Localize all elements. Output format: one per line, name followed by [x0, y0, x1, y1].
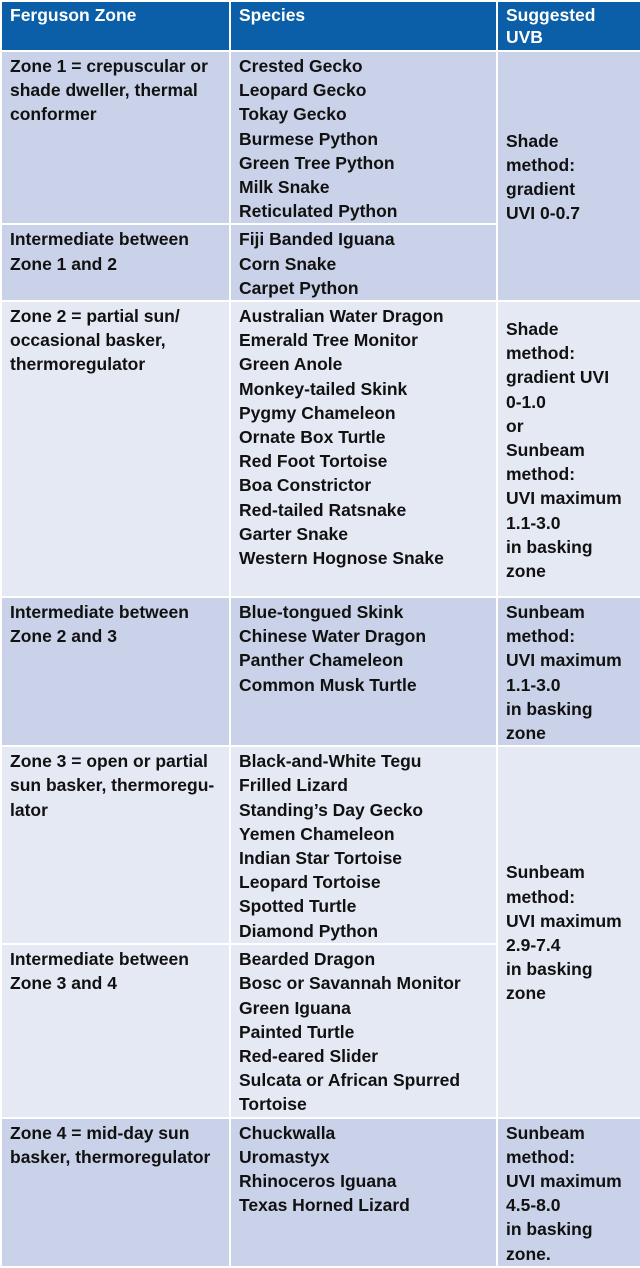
species-item: Green Anole [239, 354, 343, 375]
species-item: Diamond Python [239, 920, 379, 941]
species-item: Emerald Tree Monitor [239, 330, 418, 351]
zone-line: Intermediate between [10, 229, 189, 250]
species-item: Rhinoceros Iguana [239, 1171, 397, 1192]
uvb-line: in basking [506, 698, 593, 719]
species-item: Leopard Tortoise [239, 872, 381, 893]
uvb-line: Sunbeam [506, 862, 585, 883]
zone-cell [1, 301, 230, 597]
species-item: Panther Chameleon [239, 650, 404, 671]
uvb-line: method: [506, 1146, 576, 1167]
uvb-line: zone [506, 560, 546, 581]
species-item: Black-and-White Tegu [239, 751, 422, 772]
zone-line: occasional basker, [10, 330, 166, 351]
uvb-line: gradient UVI [506, 367, 610, 388]
zone-line: shade dweller, thermal [10, 80, 198, 101]
zone-line: basker, thermoregulator [10, 1146, 211, 1167]
zone-line: Intermediate between [10, 602, 189, 623]
zone-line: Zone 4 = mid-day sun [10, 1122, 190, 1143]
zone-line: lator [10, 799, 48, 820]
species-item: Bearded Dragon [239, 949, 376, 970]
uvb-line: Sunbeam [506, 439, 585, 460]
header-ferguson-zone: Ferguson Zone [1, 1, 230, 51]
uvb-line: zone [506, 723, 546, 744]
species-cell [230, 746, 497, 944]
header-uvb-line: Suggested [506, 5, 596, 25]
zone-line: sun basker, thermoregu- [10, 775, 215, 796]
uvb-line: in basking [506, 536, 593, 557]
zone-line: Zone 2 and 3 [10, 626, 117, 647]
uvb-line: UVI maximum [506, 650, 622, 671]
species-item: Red Foot Tortoise [239, 451, 388, 472]
header-row [1, 1, 640, 51]
uvb-line: or [506, 415, 524, 436]
species-item: Common Musk Turtle [239, 674, 417, 695]
uvb-line: in basking [506, 959, 593, 980]
species-item: Spotted Turtle [239, 896, 357, 917]
table-row [1, 1118, 640, 1267]
uvb-line: 4.5-8.0 [506, 1195, 561, 1216]
species-item: Blue-tongued Skink [239, 602, 404, 623]
species-item: Chuckwalla [239, 1122, 336, 1143]
species-cell [230, 51, 497, 224]
zone-cell [1, 51, 230, 224]
uvb-line: method: [506, 343, 576, 364]
species-item: Red-tailed Ratsnake [239, 499, 407, 520]
uvb-line: 1.1-3.0 [506, 674, 561, 695]
uvb-line: Sunbeam [506, 1122, 585, 1143]
species-item: Leopard Gecko [239, 80, 367, 101]
zone-line: Zone 1 and 2 [10, 253, 117, 274]
species-item: Bosc or Savannah Monitor [239, 973, 461, 994]
species-item: Crested Gecko [239, 56, 363, 76]
zone-line: Zone 2 = partial sun/ [10, 306, 180, 327]
zone-line: Zone 3 = open or partial [10, 751, 208, 772]
uvb-line: UVI 0-0.7 [506, 203, 580, 224]
species-item: Boa Constrictor [239, 475, 372, 496]
species-item: Uromastyx [239, 1146, 330, 1167]
uvb-line: Shade [506, 130, 559, 151]
uvb-cell-zone1 [497, 51, 640, 301]
uvb-line: Shade [506, 318, 559, 339]
species-item: Yemen Chameleon [239, 823, 395, 844]
uvb-line: UVI maximum [506, 1171, 622, 1192]
header-species: Species [230, 1, 497, 51]
species-item: Reticulated Python [239, 201, 398, 222]
uvb-line: UVI maximum [506, 910, 622, 931]
uvb-line: zone [506, 983, 546, 1004]
uvb-line: in basking [506, 1219, 593, 1240]
uvb-cell-zone2 [497, 301, 640, 597]
zone-line: Zone 1 = crepuscular or [10, 56, 208, 76]
header-uvb-line: UVB [506, 27, 543, 47]
species-cell [230, 301, 497, 597]
uvb-line: gradient [506, 179, 576, 200]
uvb-line: Sunbeam [506, 602, 585, 623]
species-item: Red-eared Slider [239, 1046, 379, 1067]
species-item: Garter Snake [239, 523, 348, 544]
species-item: Carpet Python [239, 277, 359, 298]
species-cell [230, 944, 497, 1117]
species-item: Burmese Python [239, 128, 379, 149]
species-item: Indian Star Tortoise [239, 848, 403, 869]
uvb-cell-zone2-3 [497, 597, 640, 746]
species-item: Pygmy Chameleon [239, 402, 396, 423]
uvb-line: method: [506, 886, 576, 907]
species-item: Monkey-tailed Skink [239, 378, 408, 399]
zone-cell [1, 224, 230, 301]
species-item: Standing’s Day Gecko [239, 799, 424, 820]
species-item: Green Tree Python [239, 152, 395, 173]
species-item: Western Hognose Snake [239, 548, 444, 569]
uvb-line: 2.9-7.4 [506, 934, 561, 955]
species-cell [230, 597, 497, 746]
uvb-line: 0-1.0 [506, 391, 546, 412]
zone-line: Intermediate between [10, 949, 189, 970]
uvb-line: method: [506, 626, 576, 647]
uvb-line: method: [506, 464, 576, 485]
species-item: Painted Turtle [239, 1021, 355, 1042]
species-item: Green Iguana [239, 997, 351, 1018]
species-item: Sulcata or African Spurred [239, 1070, 461, 1091]
species-item: Texas Horned Lizard [239, 1195, 410, 1216]
uvb-line: method: [506, 154, 576, 175]
species-item: Frilled Lizard [239, 775, 348, 796]
species-cell [230, 1118, 497, 1267]
species-item: Corn Snake [239, 253, 337, 274]
table-row [1, 746, 640, 944]
table-row [1, 597, 640, 746]
species-item: Fiji Banded Iguana [239, 229, 395, 250]
uvb-line: zone. [506, 1243, 551, 1264]
uvb-line: 1.1-3.0 [506, 512, 561, 533]
uvb-cell-zone4 [497, 1118, 640, 1267]
zone-line: thermoregulator [10, 354, 146, 375]
header-suggested-uvb [497, 1, 640, 51]
species-cell [230, 224, 497, 301]
species-item: Tokay Gecko [239, 104, 347, 125]
species-item: Chinese Water Dragon [239, 626, 427, 647]
zone-line: conformer [10, 104, 97, 125]
species-item: Milk Snake [239, 177, 330, 198]
table-row [1, 51, 640, 224]
zone-line: Zone 3 and 4 [10, 973, 117, 994]
zone-cell [1, 1118, 230, 1267]
species-item: Ornate Box Turtle [239, 427, 386, 448]
uvb-line: UVI maximum [506, 488, 622, 509]
table-row [1, 301, 640, 597]
species-item: Australian Water Dragon [239, 306, 444, 327]
zone-cell [1, 597, 230, 746]
zone-cell [1, 944, 230, 1117]
species-item: Tortoise [239, 1094, 307, 1115]
zone-cell [1, 746, 230, 944]
uvb-cell-zone3 [497, 746, 640, 1117]
